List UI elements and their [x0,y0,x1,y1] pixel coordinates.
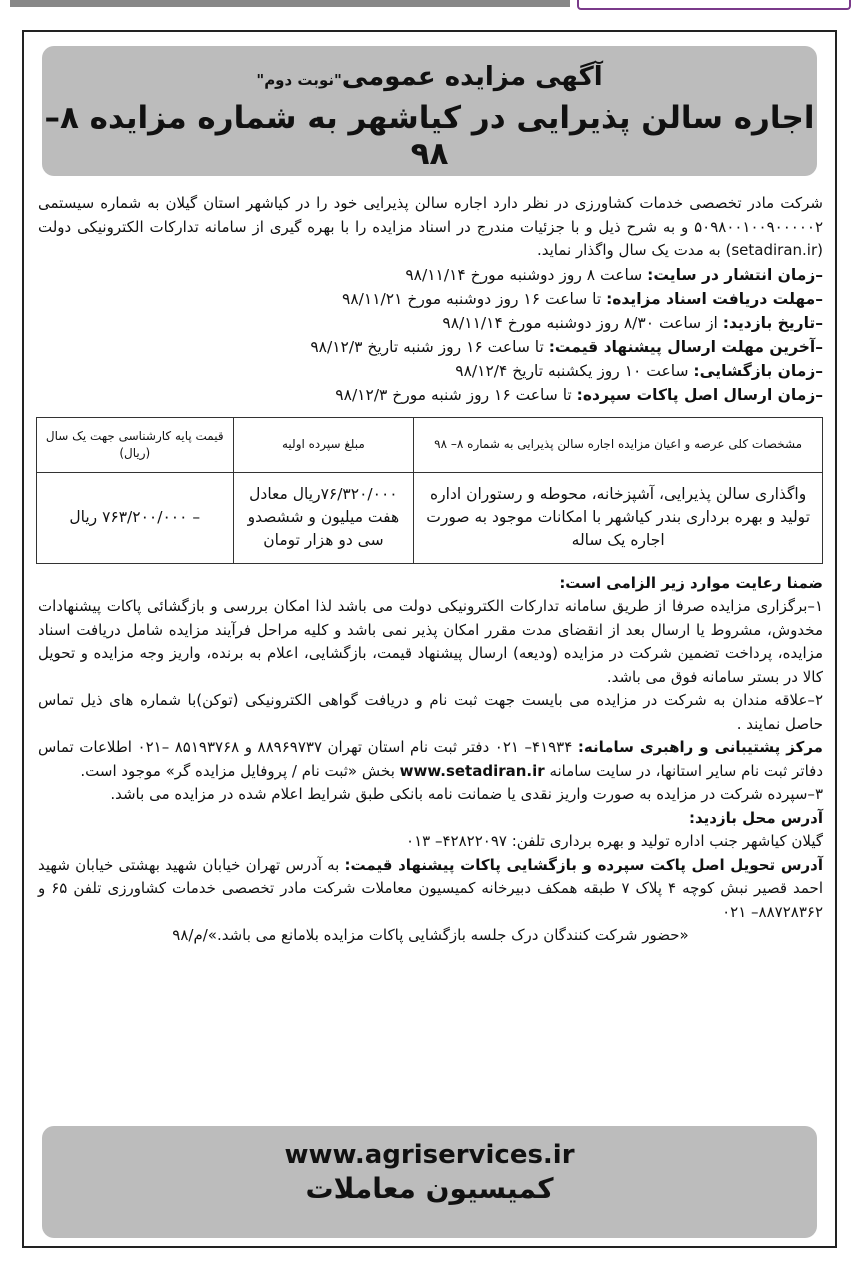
footer-website-link[interactable]: www.agriservices.ir [284,1140,575,1170]
schedule-label: –آخرین مهلت ارسال پیشنهاد قیمت: [548,337,823,356]
visit-address-label: آدرس محل بازدید: [689,808,823,827]
schedule-value: تا ساعت ۱۶ روز دوشنبه مورخ ۹۸/۱۱/۲۱ [342,289,607,308]
delivery-paragraph [38,854,823,925]
support-label: مرکز پشتیبانی و راهبری سامانه: [577,738,823,756]
notice-body [38,192,823,948]
closing-note: «حضور شرکت کنندگان درک جلسه بازگشایی پاکات مزایده بلامانع می باشد.»/م/۹۸ [172,926,689,944]
footer-commission-name: کمیسیون معاملات [305,1172,554,1205]
schedule-value: از ساعت ۸/۳۰ روز دوشنبه مورخ ۹۸/۱۱/۱۴ [442,313,723,332]
requirements-heading: ضمنا رعایت موارد زیر الزامی است: [559,573,823,592]
delivery-label: آدرس تحویل اصل پاکت سپرده و بازگشایی پاکات پیشنهاد قیمت: [344,855,823,874]
setadiran-link[interactable]: www.setadiran.ir [399,761,545,780]
table-cell-base-price: – ۷۶۳/۲۰۰/۰۰۰ ریال [37,472,234,563]
top-gray-bar [10,0,570,7]
schedule-value: ساعت ۸ روز دوشنبه مورخ ۹۸/۱۱/۱۴ [405,265,648,284]
support-text: ۴۱۹۳۴– ۰۲۱ دفتر ثبت نام استان تهران ۸۸۹۶۹۷۳۷ و ۸۵۱۹۳۷۶۸ –۰۲۱ اطلاعات تماس دفاتر ثبت نام سایر استانها، در سایت سامانه [38,738,823,780]
schedule-value: تا ساعت ۱۶ روز شنبه مورخ ۹۸/۱۲/۳ [335,385,577,404]
schedule-value: ساعت ۱۰ روز یکشنبه تاریخ ۹۸/۱۲/۴ [455,361,694,380]
schedule-label: –مهلت دریافت اسناد مزایده: [606,289,823,308]
notice-main-heading: اجاره سالن پذیرایی در کیاشهر به شماره مزایده ۸–۹۸ [44,100,815,172]
schedule-item [38,311,823,335]
top-border-strip [0,0,861,14]
schedule-list [38,263,823,407]
schedule-label: –تاریخ بازدید: [722,313,823,332]
table-header-cell: مبلغ سپرده اولیه [233,417,414,472]
table-row [37,472,823,563]
top-purple-tab [577,0,851,10]
requirement-item-2: ۲–علاقه مندان به شرکت در مزایده می بایست جهت ثبت نام و دریافت گواهی الکترونیکی (توکن)با شماره های ذیل تماس حاصل نمایند . [38,691,823,733]
schedule-label: –زمان انتشار در سایت: [647,265,823,284]
schedule-item [38,263,823,287]
table-header-cell: قیمت پایه کارشناسی جهت یک سال (ریال) [37,417,234,472]
delivery-text: به آدرس تهران خیابان شهید بهشتی خیابان شهید احمد قصیر نبش کوچه ۴ پلاک ۷ طبقه همکف دبیرخانه کمیسیون معاملات شرکت مادر تخصصی خدمات کشاورزی تلفن ۶۵ و ۸۸۷۲۸۳۶۲– ۰۲۱ [38,855,823,921]
notice-title [42,62,817,92]
intro-paragraph: شرکت مادر تخصصی خدمات کشاورزی در نظر دارد اجاره سالن پذیرایی خود را در کیاشهر استان گیلان به شماره سیستمی ۵۰۹۸۰۰۱۰۰۹۰۰۰۰۰۲ و به شرح ذیل و با جزئیات مندرج در اسناد مزایده را با بهره گیری از سامانه تدارکات الکترونیکی دولت (setadiran.ir) به مدت یک سال واگذار نماید. [38,194,823,259]
auction-spec-table [36,417,823,564]
notice-footer [42,1126,817,1238]
table-header-row [37,417,823,472]
schedule-item [38,335,823,359]
support-tail: بخش «ثبت نام / پروفایل مزایده گر» موجود است. [80,761,400,780]
visit-address-text: گیلان کیاشهر جنب اداره تولید و بهره برداری تلفن: ۴۲۸۲۲۰۹۷– ۰۱۳ [406,832,823,850]
schedule-label: –زمان ارسال اصل پاکات سپرده: [576,385,823,404]
title-round-note: "نوبت دوم" [256,71,342,89]
schedule-item [38,287,823,311]
table-header-cell: مشخصات کلی عرصه و اعیان مزایده اجاره سالن پذیرایی به شماره ۸– ۹۸ [414,417,823,472]
schedule-label: –زمان بازگشایی: [693,361,823,380]
requirement-item-1: ۱–برگزاری مزایده صرفا از طریق سامانه تدارکات الکترونیکی دولت می باشد لذا امکان بررسی و بازگشائی پاکات پیشنهادات مخدوش، مشروط یا ارسال بعد از انقضای مدت مقرر امکان پذیر نمی باشد و کلیه مراحل فرآیند مزایده شامل دریافت اسناد مزایده، پرداخت تضمین شرکت در مزایده (ودیعه) ارسال پیشنهاد قیمت، بازگشایی، اعلام به برنده، واریز وجه مزایده و تحویل کالا در بستر سامانه فوق می باشد. [38,597,823,686]
notice-header [42,46,817,176]
schedule-value: تا ساعت ۱۶ روز شنبه تاریخ ۹۸/۱۲/۳ [310,337,549,356]
table-cell-description: واگذاری سالن پذیرایی، آشپزخانه، محوطه و رستوران اداره تولید و بهره برداری بندر کیاشهر با امکانات موجود به صورت اجاره یک ساله [414,472,823,563]
schedule-item [38,359,823,383]
table-cell-deposit: ۷۶/۳۲۰/۰۰۰ریال معادل هفت میلیون و ششصدو سی دو هزار تومان [233,472,414,563]
schedule-item [38,383,823,407]
title-text: آگهی مزایده عمومی [341,62,603,92]
notice-frame [22,30,837,1248]
requirement-item-3: ۳–سپرده شرکت در مزایده به صورت واریز نقدی یا ضمانت نامه بانکی طبق شرایط اعلام شده در مزایده می باشد. [110,785,823,803]
support-paragraph [38,736,823,783]
